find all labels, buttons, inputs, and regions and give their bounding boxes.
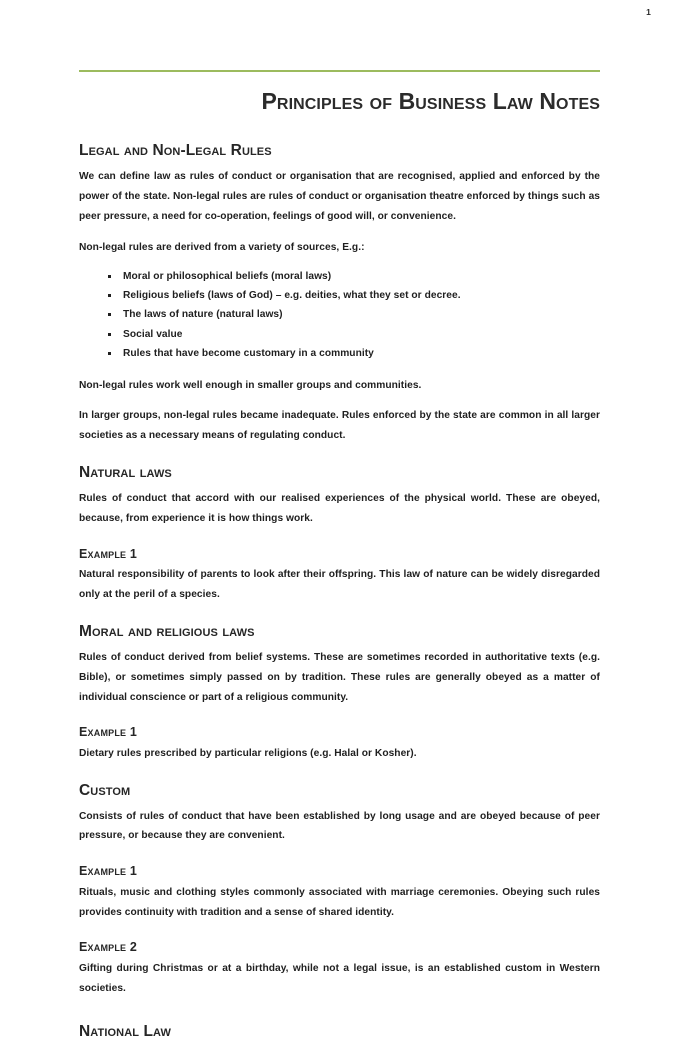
- list-non-legal-rule-sources: [79, 267, 600, 364]
- list-item: [79, 286, 600, 305]
- list-item-label-pre: Rules that have become: [123, 348, 244, 360]
- example-spacer: [79, 857, 600, 864]
- list-item-label-emphasis: customary: [243, 348, 296, 360]
- list-item: [79, 267, 600, 286]
- list-item-label: Religious beliefs (laws of God) – e.g. deities, what they set or decree.: [123, 290, 461, 302]
- paragraph-custom-emphasis: peer pressure: [79, 810, 600, 842]
- list-item-label-post: in a community: [295, 348, 374, 360]
- example-spacer: [79, 718, 600, 725]
- heading-legal-and-non-legal-rules: Legal and Non-Legal Rules: [79, 142, 272, 160]
- heading-custom-example-2: Example 2: [79, 940, 138, 955]
- paragraph-custom: [79, 807, 600, 847]
- heading-natural-laws-example-1: Example 1: [79, 546, 138, 561]
- list-item-label: The laws of nature (natural laws): [123, 309, 283, 321]
- page-title: Principles of Business Law Notes: [261, 88, 600, 114]
- paragraph-custom-example-1: Rituals, music and clothing styles commonly associated with marriage ceremonies. Obeying such rules provides continuity with tradition and a sense of shared identity.: [79, 886, 600, 918]
- paragraph-moral-laws-example-1: Dietary rules prescribed by particular religions (e.g. Halal or Kosher).: [79, 747, 417, 759]
- paragraph-custom-post: , or because they are convenient.: [122, 830, 285, 842]
- document-content: [79, 70, 600, 1047]
- heading-national-law: National Law: [79, 1022, 171, 1040]
- heading-moral-laws-example-1: Example 1: [79, 725, 138, 740]
- list-item: [79, 305, 600, 324]
- paragraph-moral-and-religious-laws: Rules of conduct derived from belief systems. These are sometimes recorded in authoritative texts (e.g. Bible), or sometimes simply passed on by tradition. These rules are generally obeyed as a matter of individual conscience or part of a religious community.: [79, 651, 600, 703]
- heading-custom-example-1: Example 1: [79, 864, 138, 879]
- section-spacer: [79, 775, 600, 782]
- paragraph-natural-laws: Rules of conduct that accord with our realised experiences of the physical world. These are obeyed, because, from experience it is how things work.: [79, 493, 600, 524]
- list-item-label: Social value: [123, 328, 183, 340]
- list-item-label: Moral or philosophical beliefs (moral laws): [123, 270, 332, 282]
- paragraph-larger-groups: In larger groups, non-legal rules became inadequate. Rules enforced by the state are common in all larger societies as a necessary means of regulating conduct.: [79, 410, 600, 442]
- section-spacer: [79, 616, 600, 623]
- title-divider: [79, 70, 600, 72]
- paragraph-non-legal-sources: [79, 238, 600, 258]
- section-spacer: [79, 1010, 600, 1023]
- example-spacer: [79, 933, 600, 940]
- example-spacer: [79, 540, 600, 547]
- list-item: [79, 325, 600, 344]
- paragraph-custom-example-2: Gifting during Christmas or at a birthday, while not a legal issue, is an established custom in Western societies.: [79, 962, 600, 994]
- heading-natural-laws: Natural laws: [79, 464, 172, 482]
- paragraph-non-legal-sources-rest: are derived from a variety of sources, E.g.:: [153, 241, 365, 253]
- heading-custom: Custom: [79, 781, 131, 799]
- paragraph-non-legal-small-groups: Non-legal rules work well enough in smaller groups and communities.: [79, 379, 422, 391]
- paragraph-natural-laws-example-1: Natural responsibility of parents to look after their offspring. This law of nature can be widely disregarded only at the peril of a species.: [79, 569, 600, 601]
- paragraph-custom-pre: Consists of rules of conduct that have been established by long usage and are obeyed because of: [79, 810, 579, 822]
- page-number: 1: [646, 7, 651, 17]
- section-spacer: [79, 457, 600, 464]
- paragraph-non-legal-sources-lead: Non-legal rules: [79, 241, 154, 253]
- paragraph-law-definition: We can define law as rules of conduct or organisation that are recognised, applied and enforced by the power of the state. Non-legal rules are rules of conduct or organisation theatre enforced by things such as peer pressure, a need for co-operation, feelings of good will, or convenience.: [79, 171, 600, 222]
- list-item: [79, 344, 600, 363]
- heading-moral-and-religious-laws: Moral and religious laws: [79, 622, 255, 640]
